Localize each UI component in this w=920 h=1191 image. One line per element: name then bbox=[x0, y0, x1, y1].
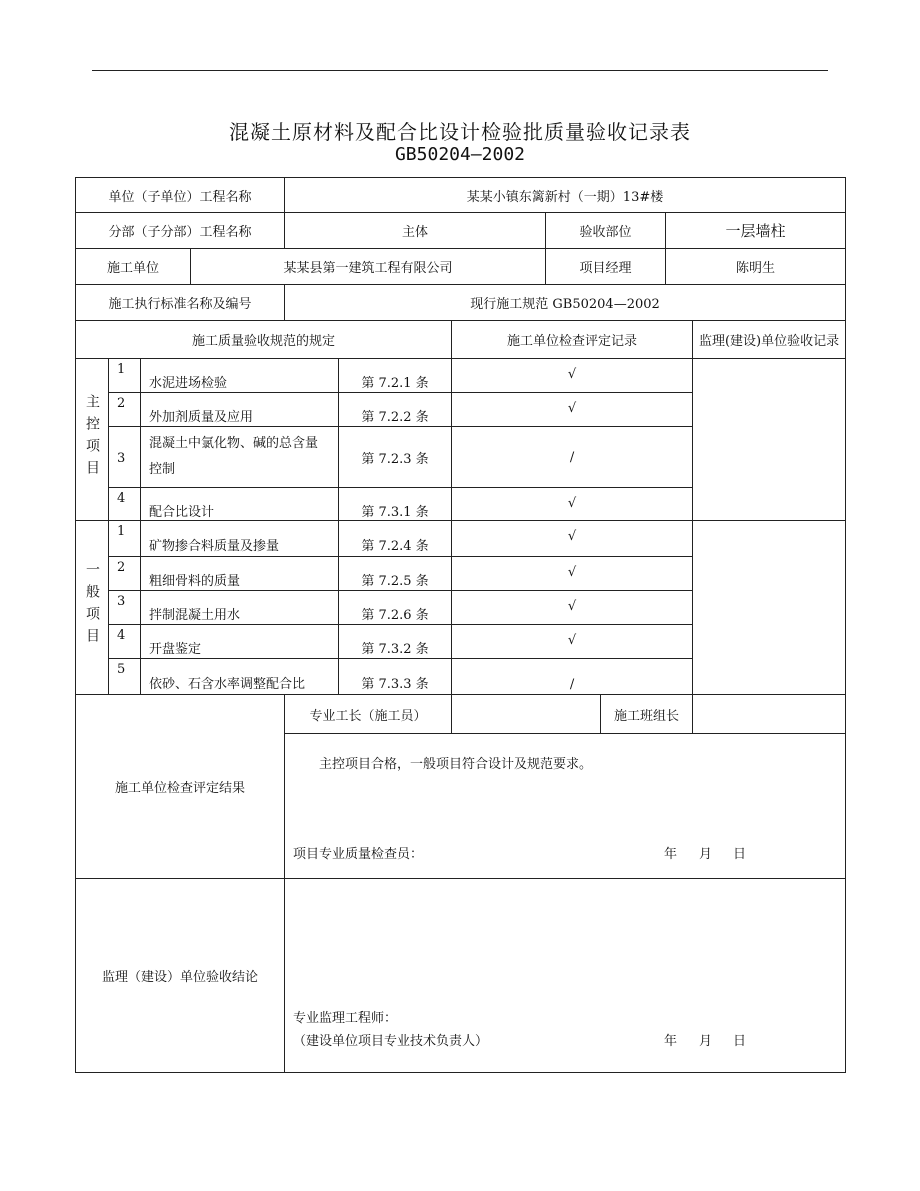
inspection-record-table bbox=[75, 177, 846, 1073]
main-supervisor-record[interactable] bbox=[693, 359, 846, 521]
sub-project-value[interactable]: 主体 bbox=[285, 213, 546, 249]
foreman-label: 专业工长（施工员） bbox=[285, 695, 452, 734]
general-supervisor-record[interactable] bbox=[693, 521, 846, 695]
item-clause: 第 7.3.1 条 bbox=[339, 488, 452, 521]
item-result[interactable]: √ bbox=[452, 393, 693, 427]
item-name: 依砂、石含水率调整配合比 bbox=[141, 659, 339, 695]
supervisor-engineer-label: 专业监理工程师： bbox=[293, 1011, 398, 1026]
page-title: 混凝土原材料及配合比设计检验批质量验收记录表 bbox=[229, 120, 691, 144]
contractor-value[interactable]: 某某县第一建筑工程有限公司 bbox=[191, 249, 546, 285]
item-number: 4 bbox=[109, 625, 141, 659]
month-label: 月 bbox=[699, 1034, 713, 1049]
item-number: 1 bbox=[109, 521, 141, 557]
acceptance-part-value[interactable]: 一层墙柱 bbox=[666, 213, 846, 249]
acceptance-part-label: 验收部位 bbox=[546, 213, 666, 249]
item-result[interactable]: √ bbox=[452, 359, 693, 393]
item-result[interactable]: √ bbox=[452, 557, 693, 591]
item-result[interactable]: √ bbox=[452, 591, 693, 625]
item-clause: 第 7.2.4 条 bbox=[339, 521, 452, 557]
item-clause: 第 7.2.3 条 bbox=[339, 427, 452, 488]
item-result[interactable]: √ bbox=[452, 488, 693, 521]
pm-label: 项目经理 bbox=[546, 249, 666, 285]
item-name: 开盘鉴定 bbox=[141, 625, 339, 659]
item-name: 水泥进场检验 bbox=[141, 359, 339, 393]
unit-project-value[interactable]: 某某小镇东篱新村（一期）13#楼 bbox=[285, 178, 846, 213]
contractor-result-label: 施工单位检查评定结果 bbox=[76, 695, 285, 879]
contractor-result-text: 主控项目合格，一般项目符合设计及规范要求。 bbox=[319, 757, 593, 772]
standard-value[interactable]: 现行施工规范 GB50204—2002 bbox=[285, 285, 846, 321]
foreman-value[interactable] bbox=[452, 695, 601, 734]
supervisor-record-column-header: 监理(建设)单位验收记录 bbox=[693, 321, 846, 359]
item-name: 矿物掺合料质量及掺量 bbox=[141, 521, 339, 557]
general-items-category: 一般项目 bbox=[76, 521, 109, 695]
standard-label: 施工执行标准名称及编号 bbox=[76, 285, 285, 321]
item-clause: 第 7.2.2 条 bbox=[339, 393, 452, 427]
item-number: 1 bbox=[109, 359, 141, 393]
supervisor-conclusion-cell[interactable] bbox=[285, 879, 846, 1073]
team-leader-value[interactable] bbox=[693, 695, 846, 734]
item-number: 5 bbox=[109, 659, 141, 695]
team-leader-label: 施工班组长 bbox=[601, 695, 693, 734]
table-row bbox=[76, 521, 846, 557]
item-name: 配合比设计 bbox=[141, 488, 339, 521]
owner-tech-label: （建设单位项目专业技术负责人） bbox=[293, 1034, 489, 1049]
item-clause: 第 7.3.2 条 bbox=[339, 625, 452, 659]
spec-column-header: 施工质量验收规范的规定 bbox=[76, 321, 452, 359]
contractor-result-cell[interactable] bbox=[285, 734, 846, 879]
item-number: 4 bbox=[109, 488, 141, 521]
table-row bbox=[76, 359, 846, 393]
item-clause: 第 7.2.1 条 bbox=[339, 359, 452, 393]
supervisor-conclusion-label: 监理（建设）单位验收结论 bbox=[76, 879, 285, 1073]
year-label: 年 bbox=[664, 847, 678, 862]
item-name: 拌制混凝土用水 bbox=[141, 591, 339, 625]
item-name: 粗细骨料的质量 bbox=[141, 557, 339, 591]
month-label: 月 bbox=[699, 847, 713, 862]
item-name: 混凝土中氯化物、碱的总含量控制 bbox=[141, 427, 339, 488]
item-number: 3 bbox=[109, 427, 141, 488]
item-result[interactable]: / bbox=[452, 427, 693, 488]
item-number: 3 bbox=[109, 591, 141, 625]
item-number: 2 bbox=[109, 393, 141, 427]
contractor-record-column-header: 施工单位检查评定记录 bbox=[452, 321, 693, 359]
item-number: 2 bbox=[109, 557, 141, 591]
inspector-label: 项目专业质量检查员： bbox=[293, 847, 424, 862]
year-label: 年 bbox=[664, 1034, 678, 1049]
item-clause: 第 7.3.3 条 bbox=[339, 659, 452, 695]
item-result[interactable]: / bbox=[452, 659, 693, 695]
header-rule bbox=[92, 70, 828, 71]
day-label: 日 bbox=[733, 1034, 747, 1049]
sub-project-label: 分部（子分部）工程名称 bbox=[76, 213, 285, 249]
item-clause: 第 7.2.6 条 bbox=[339, 591, 452, 625]
contractor-label: 施工单位 bbox=[76, 249, 191, 285]
item-name: 外加剂质量及应用 bbox=[141, 393, 339, 427]
main-items-category: 主控项目 bbox=[76, 359, 109, 521]
day-label: 日 bbox=[733, 847, 747, 862]
item-clause: 第 7.2.5 条 bbox=[339, 557, 452, 591]
item-result[interactable]: √ bbox=[452, 625, 693, 659]
pm-value[interactable]: 陈明生 bbox=[666, 249, 846, 285]
standard-code: GB50204—2002 bbox=[394, 144, 526, 165]
item-result[interactable]: √ bbox=[452, 521, 693, 557]
unit-project-label: 单位（子单位）工程名称 bbox=[76, 178, 285, 213]
